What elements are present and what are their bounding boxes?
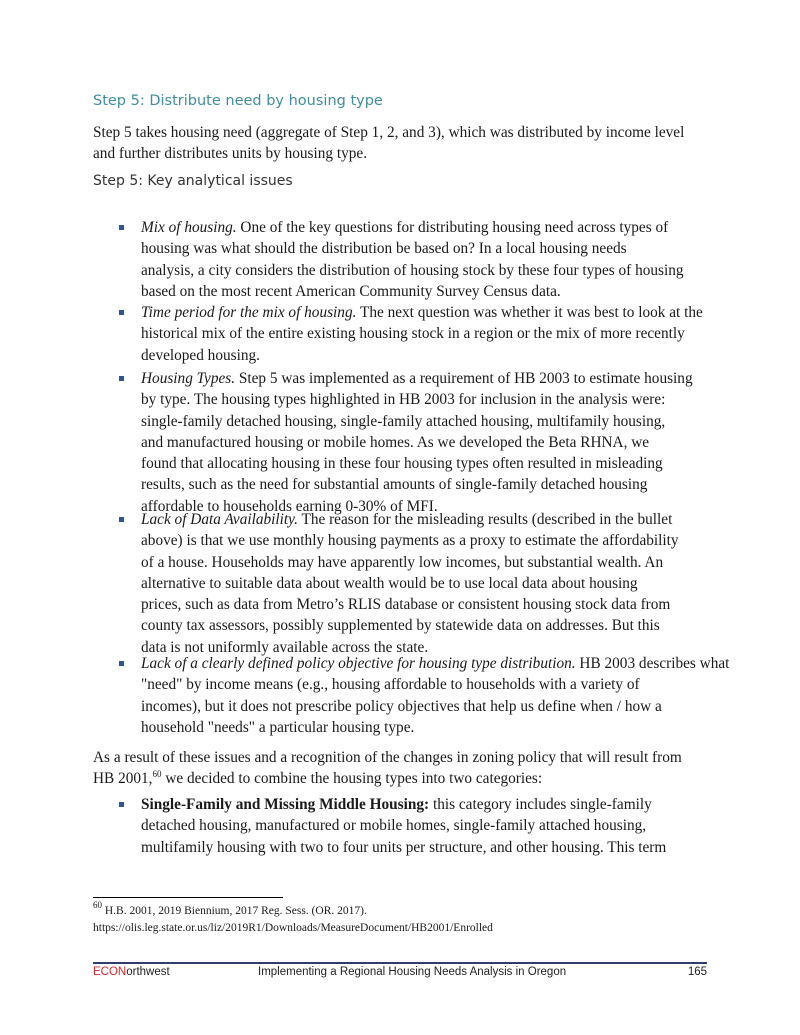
text-span: household "needs" a particular housing type. [141,718,415,736]
bullet-icon [119,517,124,522]
intro-paragraph [93,122,684,165]
bullet-item [141,794,666,858]
bullet-lead: Single-Family and Missing Middle Housing: [141,796,430,813]
bullet-lead: Lack of Data Availability. [141,511,298,528]
bullet-lead: Time period for the mix of housing. [141,304,357,321]
text-line [141,345,703,366]
text-span: multifamily housing with two to four units per structure, and other housing. This term [141,838,667,856]
text-span: above) is that we use monthly housing payments as a proxy to estimate the affordability [141,532,679,550]
text-span: data is not uniformly available across the state. [141,638,429,656]
text-line [141,411,693,432]
text-line [141,552,679,573]
text-span: The reason for the misleading results (described in the bullet [297,511,673,528]
text-line [141,368,693,389]
text-span: developed housing. [141,346,260,364]
bullet-item [141,509,679,658]
text-span: alternative to suitable data about wealth would be to use local data about housing [141,574,638,592]
page-number: 165 [687,966,707,978]
text-span: single-family detached housing, single-family attached housing, multifamily housing, [141,412,666,430]
text-span: by type. The housing types highlighted in HB 2003 for inclusion in the analysis were: [141,391,666,409]
bullet-icon [119,225,124,230]
text-span: HB 2001, [93,770,153,788]
text-span: housing was what should the distribution be based on? In a local housing needs [141,240,627,258]
text-line [141,323,703,344]
text-line [141,815,666,836]
text-span: we decided to combine the housing types into two categories: [161,770,543,788]
text-span: county tax assessors, possibly supplemented by statewide data on addresses. But this [141,617,660,635]
text-span: "need" by income means (e.g., housing affordable to households with a variety of [141,676,640,694]
text-line [141,696,729,717]
text-line: and further distributes units by housing type. [93,145,368,163]
text-span: this category includes single-family [429,796,652,813]
footer-title: Implementing a Regional Housing Needs Analysis in Oregon [258,966,567,978]
text-span: based on the most recent American Community Survey Census data. [141,282,561,300]
text-span: prices, such as data from Metro’s RLIS database or consistent housing stock data from [141,596,671,614]
text-line [93,900,493,920]
text-line [141,594,679,615]
text-span: incomes), but it does not prescribe policy objectives that help us define when / how a [141,697,662,715]
footer-divider [93,962,707,964]
footnote-link[interactable]: https://olis.leg.state.or.us/liz/2019R1/Downloads/MeasureDocument/HB2001/Enrolled [93,922,493,934]
text-line [141,837,666,858]
text-line [141,302,703,323]
text-span: of a house. Households may have apparently low incomes, but substantial wealth. An [141,553,664,571]
text-line: As a result of these issues and a recognition of the changes in zoning policy that will result from [93,749,682,766]
text-span: and manufactured housing or mobile homes. As we developed the Beta RHNA, we [141,433,650,451]
bullet-item [141,653,729,738]
text-span: results, such as the need for substantial amounts of single-family detached housing [141,476,648,494]
subsection-heading: Step 5: Key analytical issues [93,173,293,189]
text-span: The next question was whether it was best to look at the [356,304,703,321]
text-span: detached housing, manufactured or mobile homes, single-family attached housing, [141,817,647,835]
bullet-icon [119,310,124,315]
text-span: HB 2003 describes what [575,655,730,672]
brand-rest: orthwest [126,966,170,978]
bullet-item [141,217,684,302]
text-line [141,653,729,674]
text-span: Step 5 was implemented as a requirement of HB 2003 to estimate housing [235,370,693,387]
footnote-divider [93,897,283,898]
bullet-lead: Lack of a clearly defined policy objective for housing type distribution. [141,655,576,672]
text-line [141,238,684,259]
footnote-number: 60 [93,900,102,910]
text-line [141,573,679,594]
text-line [141,281,684,302]
text-span: affordable to households earning 0-30% of MFI. [141,497,438,515]
text-line [141,674,729,695]
text-line [141,474,693,495]
text-line [141,530,679,551]
text-span: One of the key questions for distributing housing need across types of [236,219,669,236]
bullet-item [141,368,693,517]
result-paragraph [93,747,682,790]
text-line [141,717,729,738]
text-line [141,509,679,530]
footnote-ref[interactable]: 60 [152,769,162,780]
text-span: analysis, a city considers the distribution of housing stock by these four types of housing [141,261,684,279]
text-line [141,389,693,410]
bullet-icon [119,376,124,381]
text-span: historical mix of the entire existing housing stock in a region or the mix of more recently [141,325,685,343]
bullet-item [141,302,703,366]
text-line [141,453,693,474]
text-span: found that allocating housing in these four housing types often resulted in misleading [141,455,663,473]
text-line: Step 5 takes housing need (aggregate of Step 1, 2, and 3), which was distributed by income level [93,124,685,141]
footnote [93,900,493,937]
text-line [141,615,679,636]
text-line [141,432,693,453]
bullet-icon [119,802,124,807]
bullet-lead: Housing Types. [141,370,236,387]
section-heading: Step 5: Distribute need by housing type [93,93,383,109]
text-line [141,794,666,815]
brand-eco: ECON [93,966,127,978]
text-line [93,768,682,789]
bullet-icon [119,661,124,666]
brand-logo [93,966,170,978]
text-line [141,217,684,238]
text-span: H.B. 2001, 2019 Biennium, 2017 Reg. Sess. (OR. 2017). [102,905,367,917]
bullet-lead: Mix of housing. [141,219,237,236]
text-line [141,260,684,281]
